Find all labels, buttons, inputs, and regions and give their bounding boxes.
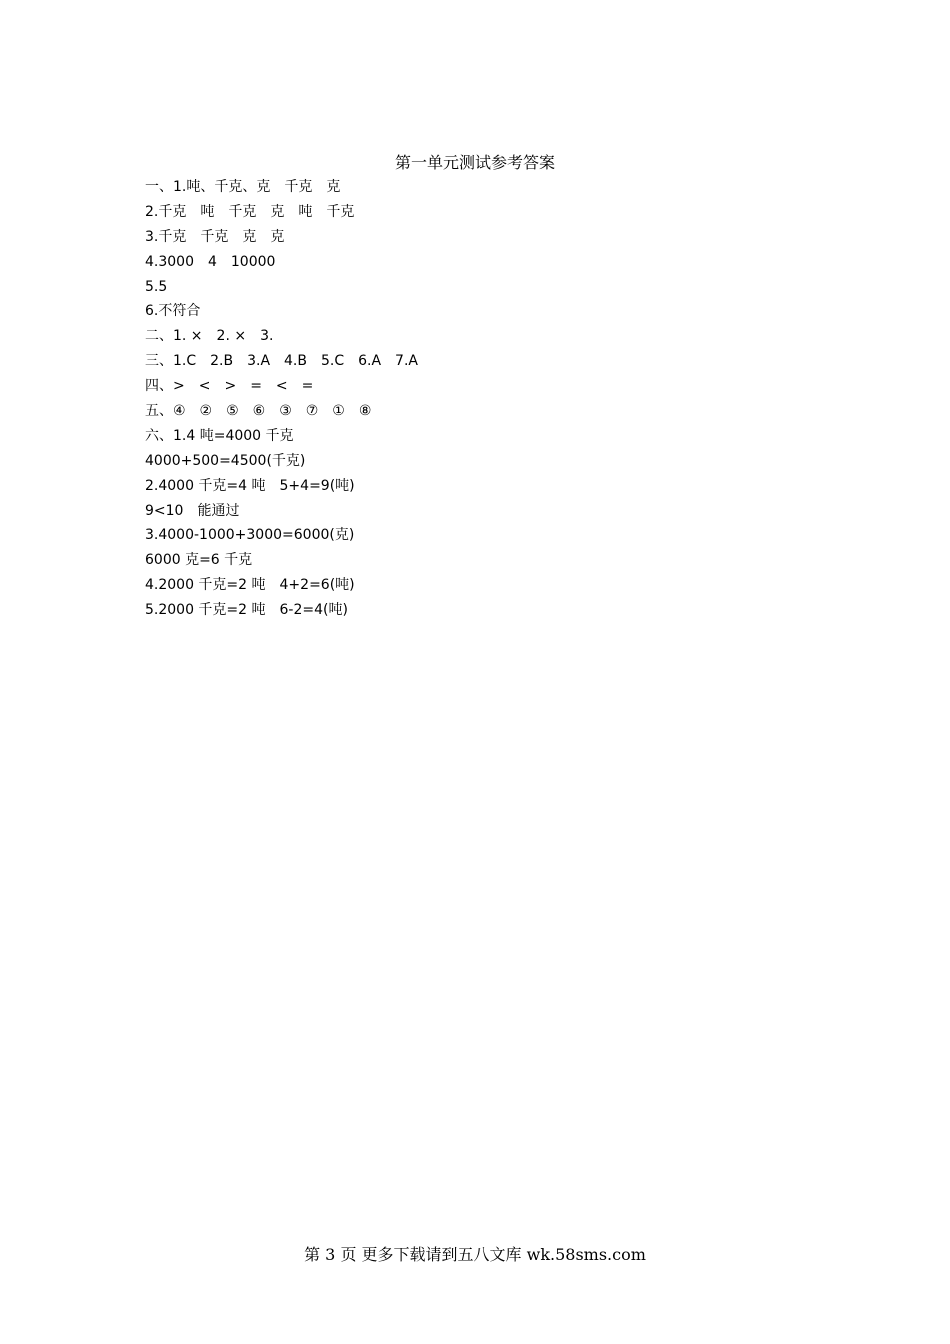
answer-line: 4.3000 4 10000 <box>145 253 276 270</box>
answer-line: 3.千克 千克 克 克 <box>145 228 285 245</box>
answer-line: 3.4000-1000+3000=6000(克) <box>145 527 355 544</box>
answer-line: 2.4000 千克=4 吨 5+4=9(吨) <box>145 477 355 494</box>
answer-line: 三、1.C 2.B 3.A 4.B 5.C 6.A 7.A <box>145 353 418 370</box>
page-footer: 第 3 页 更多下载请到五八文库 wk.58sms.com <box>304 1245 646 1264</box>
page-title: 第一单元测试参考答案 <box>394 153 555 172</box>
answer-line: 六、1.4 吨=4000 千克 <box>145 427 294 444</box>
answer-list <box>145 175 418 623</box>
answer-line: 2.千克 吨 千克 克 吨 千克 <box>145 203 355 220</box>
answer-line: 五、④ ② ⑤ ⑥ ③ ⑦ ① ⑧ <box>145 403 372 420</box>
answer-line: 5.5 <box>145 278 168 295</box>
answer-line: 二、1. × 2. × 3. <box>145 328 278 345</box>
answer-line: 4000+500=4500(千克) <box>145 452 306 469</box>
answer-line: 6.不符合 <box>145 303 201 320</box>
answer-line: 4.2000 千克=2 吨 4+2=6(吨) <box>145 577 355 594</box>
answer-line: 一、1.吨、千克、克 千克 克 <box>145 179 341 195</box>
answer-line: 四、> < > = < = <box>145 378 314 395</box>
answer-line: 9<10 能通过 <box>145 502 240 519</box>
answer-line: 6000 克=6 千克 <box>145 552 253 569</box>
answer-line: 5.2000 千克=2 吨 6-2=4(吨) <box>145 602 348 619</box>
